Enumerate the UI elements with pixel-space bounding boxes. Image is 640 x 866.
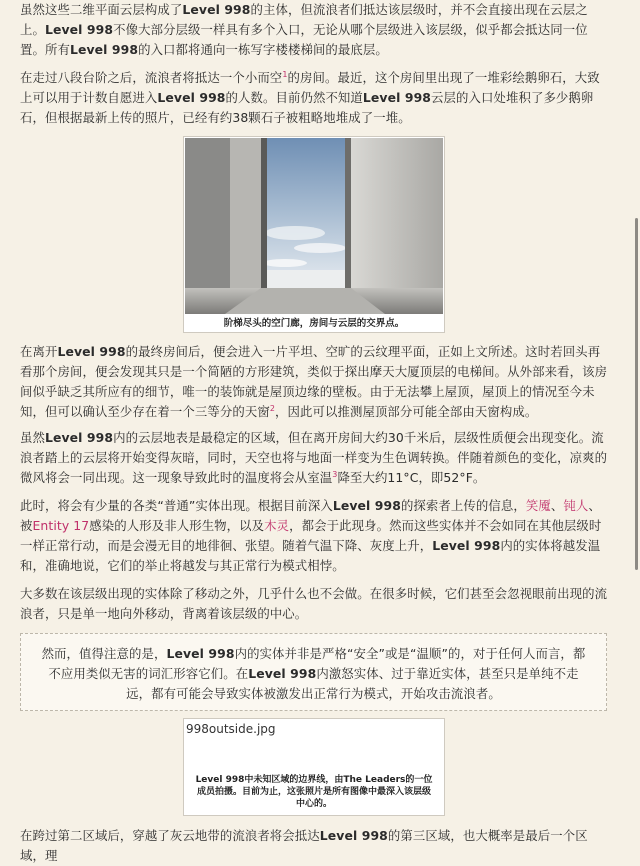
level-name: Level 998 [57,344,126,359]
level-name: Level 998 [69,42,139,57]
figure-outside [183,718,445,816]
figure-doorway [183,136,445,333]
text: 此时，将会有少量的各类“普通”实体出现。根据目前深入 [20,498,333,513]
level-name: Level 998 [432,538,501,553]
paragraph-exit [20,342,610,422]
text: 虽然 [20,430,45,445]
text: 的入口都将通向一栋写字楼楼梯间的最底层。 [138,42,388,57]
text: 不像大部分层级一样具有多个入口，无论从哪个层级进入该层级，似乎都会抵达同一位置。所有 [20,22,588,57]
broken-image-filename: 998outside.jpg [186,722,276,736]
scrollbar-thumb[interactable] [635,218,638,570]
footnote-link-1[interactable]: 1 [282,69,288,79]
text: 的探索者上传的信息， [400,498,526,513]
level-name: Level 998 [362,90,432,105]
text: 、 [550,498,564,513]
level-name: Level 998 [182,2,251,17]
text: ，都会于此现身。然而这些实体并不会如同在其他层级时一样正常行动，而是会漫无目的地徘徊、张望。随着气温下降、灰度上升， [20,518,602,553]
text: 然而，值得注意的是， [41,646,167,661]
level-name: Level 998 [44,22,114,37]
level-name: Level 998 [332,498,401,513]
level-name: Level 998 [319,828,388,843]
text: 在离开 [20,344,58,359]
footnote-link-2[interactable]: 2 [269,403,276,413]
figure-caption: Level 998中未知区域的边界线，由The Leaders的一位成员拍摄。目前为止，这张照片是所有图像中最深入该层级中心的。 [195,775,433,809]
text: ，因此可以推测屋顶部分可能全部由天窗构成。 [275,404,538,419]
text: 内的实体将越发温和，准确地说，它们的举止将越发与其正常行为模式相悖。 [20,538,601,573]
text: 大多数在该层级出现的实体除了移动之外，几乎什么也不会做。在很多时候，它们甚至会忽视眼前出现的流浪者，只是单一地向外移动，背离着该层级的中心。 [20,586,608,621]
text: 的最终房间后，便会进入一片平坦、空旷的云纹理平面，正如上文所述。这时若回头再看那个房间，便会发现其只是一个简陋的方形建筑，类似于探出摩天大厦顶层的电梯间。从外部来看，该房间似乎缺乏其所应有的细节，唯一的装饰就是屋顶边缘的壁板。由于无法攀上屋顶，屋顶上的情况至今未知，但可以确认至少存在着一个三等分的天窗 [20,344,608,419]
text: 虽然这些二维平面云层构成了 [20,2,183,17]
text: 的主体，但流浪者们抵达该层级时，并不会直接出现在云层之上。 [20,2,588,37]
text: 在跨过第二区域后，穿越了灰云地带的流浪者将会抵达 [20,828,320,843]
text: 内的云层地表是最稳定的区域，但在离开房间大约30千米后，层级性质便会出现变化。流浪者踏上的云层将开始变得灰暗，同时，天空也将与地面一样变为生色调转换。伴随着颜色的变化，凉爽的微风将会一同出现。这一现象导致此时的温度将会从室温 [20,430,608,485]
text: 的房间。最近，这个房间里出现了一堆彩绘鹅卵石，大致上可以用于计数自愿进入 [20,70,600,105]
paragraph-room [20,68,610,128]
figure-caption: 阶梯尽头的空门廊，房间与云层的交界点。 [223,318,405,329]
text: 内的实体并非是严格“安全”或是“温顺”的，对于任何人而言，都不应用类似无害的词汇形容它们。在 [48,646,586,681]
level-name: Level 998 [44,430,114,445]
level-name: Level 998 [166,646,235,661]
text: 降至大约11°C，即52°F。 [337,470,486,485]
entity-link-dullers[interactable]: 钝人 [563,498,589,513]
paragraph-intro [20,0,610,60]
text: 的人数。目前仍然不知道 [225,90,363,105]
paragraph-clouds [20,428,610,488]
text: 内激怒实体、过于靠近实体，甚至只是单纯不走远，都有可能会导致实体被激发出正常行为模式，开始攻击流浪者。 [126,666,579,701]
paragraph-entities [20,496,610,576]
text: 、被 [20,498,601,533]
paragraph-third-zone [20,826,610,866]
text: 云层的入口处堆积了多少鹅卵石，但根据最新上传的照片，已经有约38颗石子被粗略地堆成了一堆。 [20,90,594,125]
level-name: Level 998 [157,90,226,105]
entity-link-wood-spirits[interactable]: 木灵 [264,518,290,533]
paragraph-behavior [20,584,610,624]
entity-link-smilers[interactable]: 笑魇 [525,498,551,513]
entity-link-entity-17[interactable]: Entity 17 [32,518,90,533]
warning-box [20,633,607,711]
level-name: Level 998 [248,666,317,681]
text: 的第三区域，也大概率是最后一个区域，理 [20,828,588,863]
footnote-link-3[interactable]: 3 [332,469,338,479]
doorway-image [185,138,443,314]
text: 感染的人形及非人形生物，以及 [89,518,265,533]
text: 在走过八段台阶之后，流浪者将抵达一个小而空 [20,70,283,85]
